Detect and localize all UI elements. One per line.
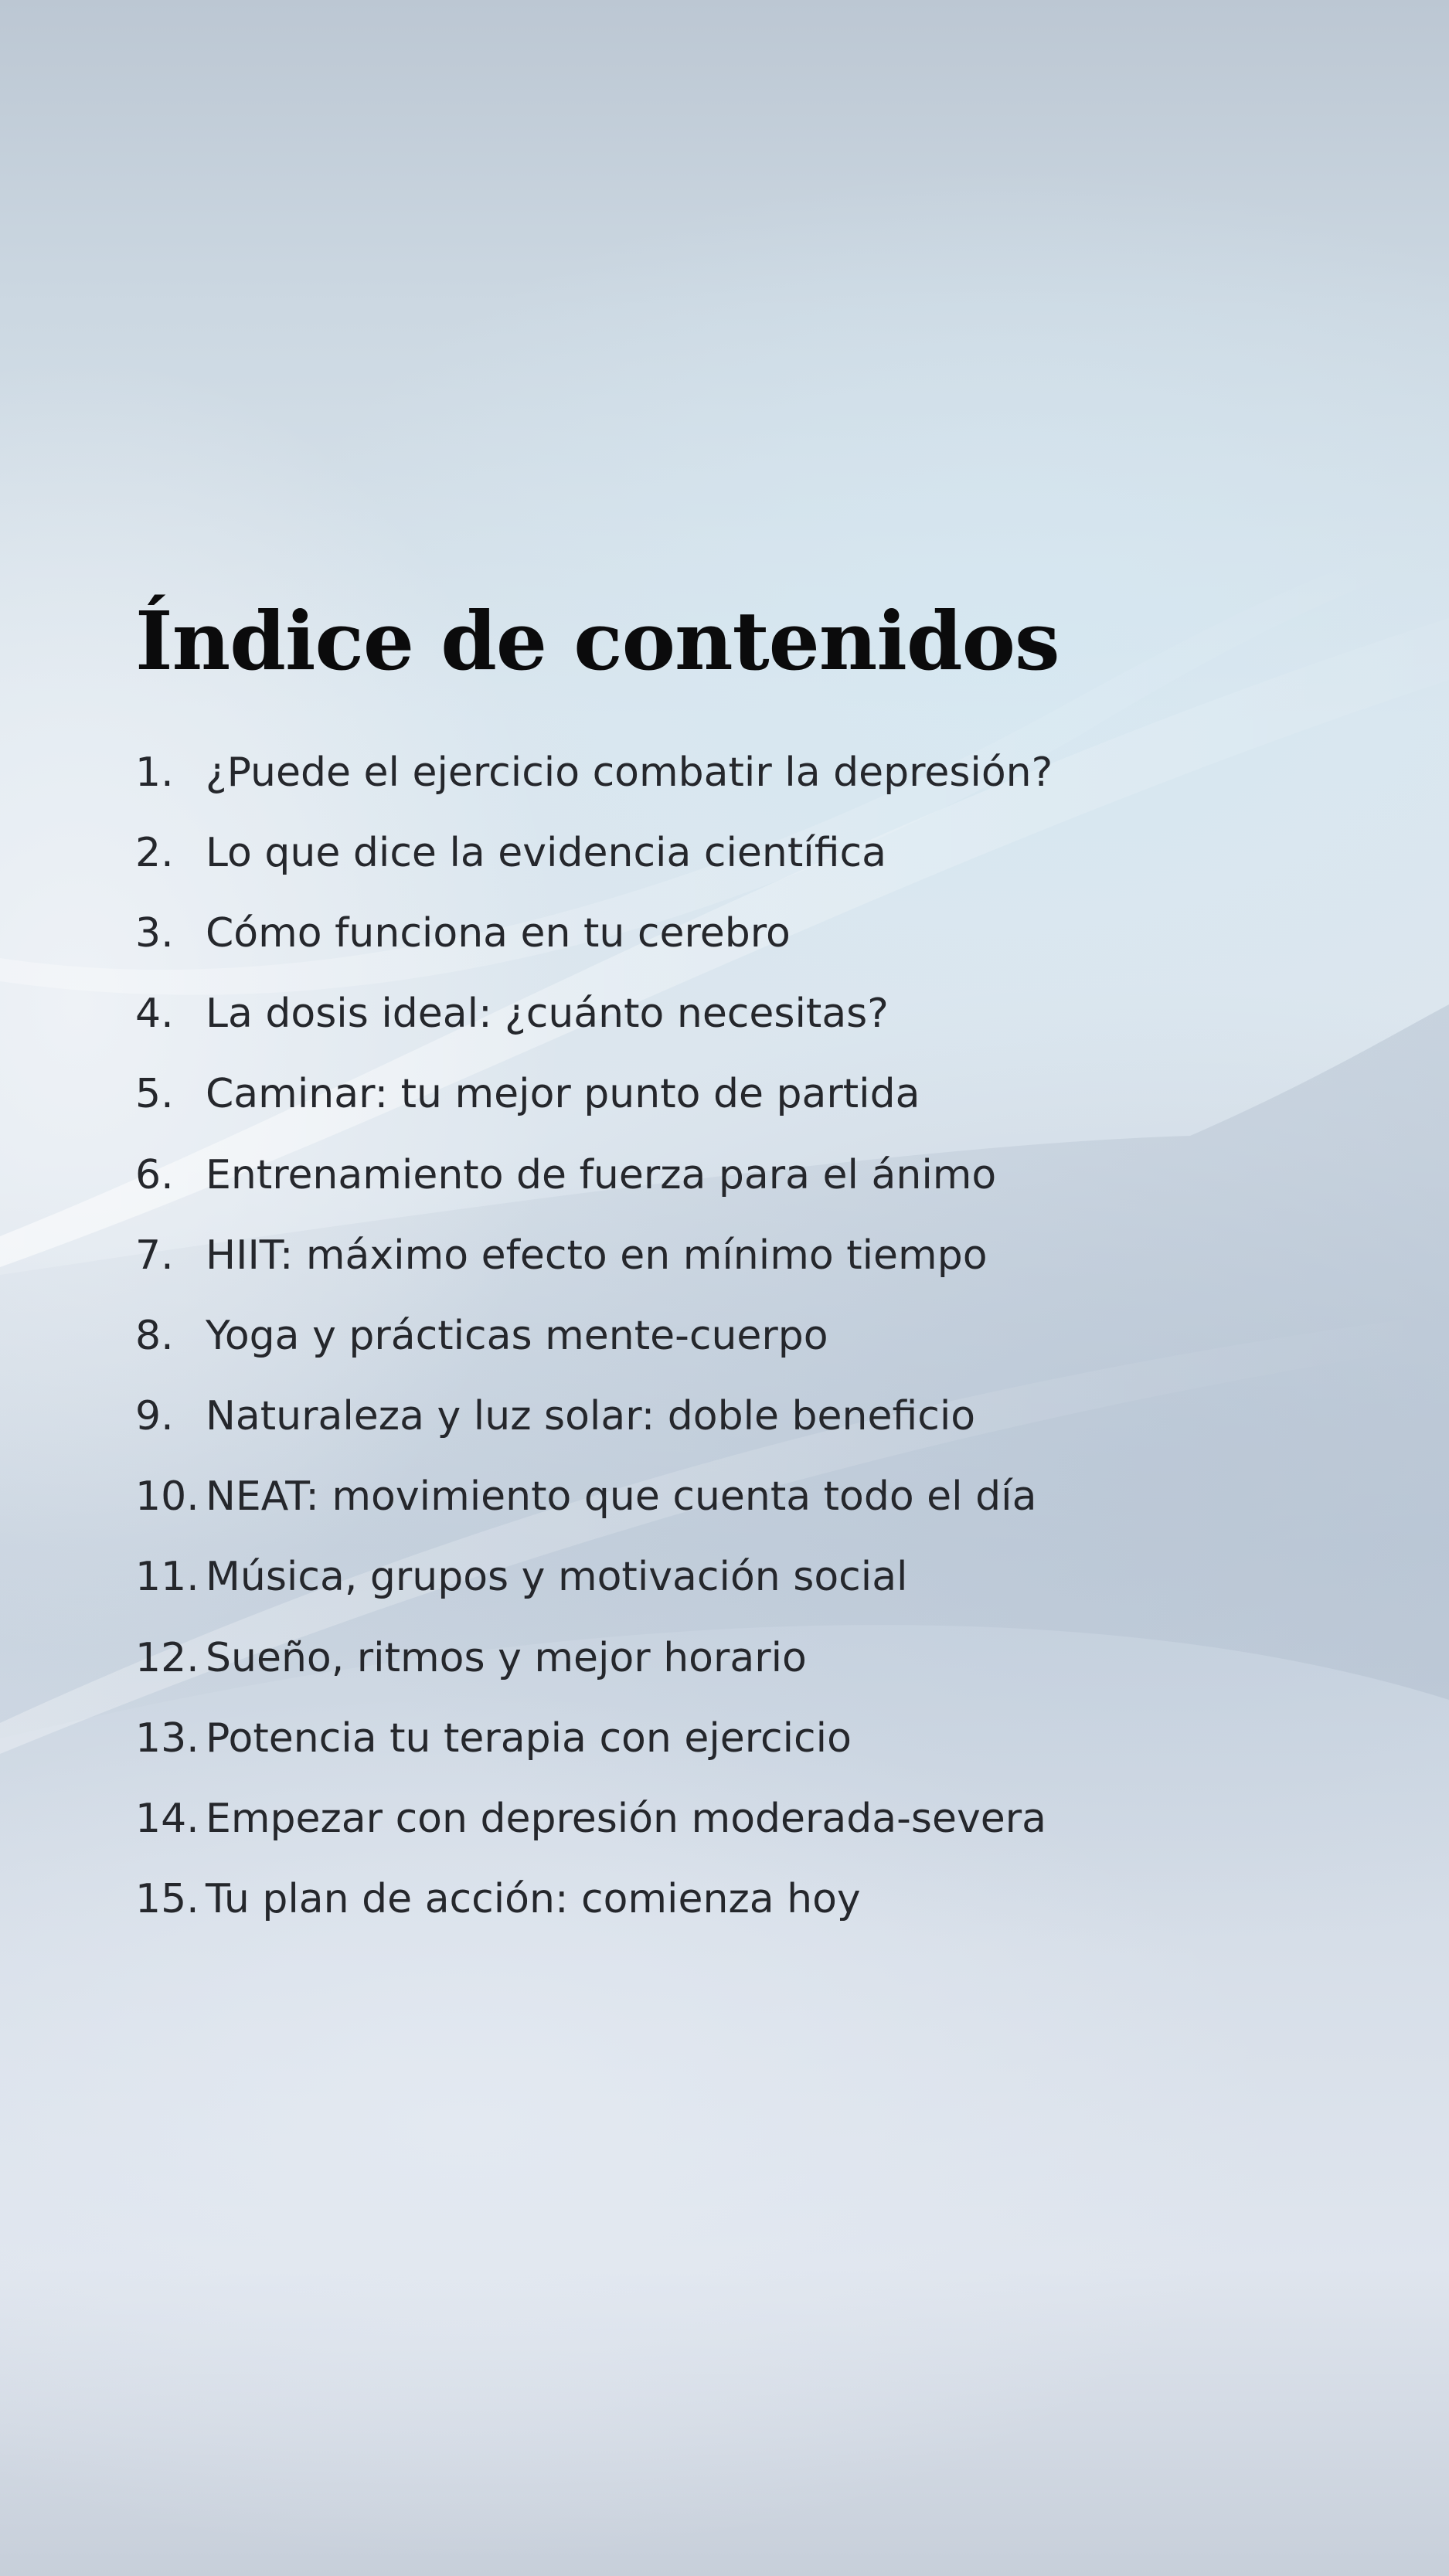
toc-item-number: 15.: [135, 1876, 199, 1923]
toc-item-9: [135, 1393, 1333, 1473]
toc-item-2: [135, 830, 1333, 910]
toc-item-number: 5.: [135, 1071, 174, 1118]
toc-item-number: 13.: [135, 1715, 199, 1762]
toc-item-label: Sueño, ritmos y mejor horario: [206, 1634, 807, 1681]
toc-item-label: ¿Puede el ejercicio combatir la depresión?: [206, 749, 1053, 796]
toc-list: [135, 749, 1333, 1957]
toc-item-7: [135, 1232, 1333, 1313]
toc-item-label: Naturaleza y luz solar: doble beneficio: [206, 1393, 976, 1440]
toc-item-number: 7.: [135, 1232, 174, 1279]
toc-item-number: 8.: [135, 1312, 174, 1359]
toc-item-label: Música, grupos y motivación social: [206, 1554, 908, 1601]
table-of-contents-page: [135, 595, 1333, 1956]
toc-item-label: HIIT: máximo efecto en mínimo tiempo: [206, 1232, 988, 1279]
toc-item-number: 1.: [135, 749, 174, 796]
toc-item-14: [135, 1796, 1333, 1876]
toc-item-15: [135, 1876, 1333, 1956]
toc-item-3: [135, 910, 1333, 991]
toc-item-12: [135, 1635, 1333, 1715]
toc-item-6: [135, 1152, 1333, 1232]
toc-item-8: [135, 1313, 1333, 1393]
toc-item-5: [135, 1071, 1333, 1151]
toc-item-number: 14.: [135, 1796, 199, 1843]
page-title: Índice de contenidos: [135, 593, 1060, 688]
toc-item-number: 3.: [135, 909, 174, 957]
toc-item-label: Lo que dice la evidencia científica: [206, 829, 886, 876]
toc-item-1: [135, 749, 1333, 830]
toc-item-number: 4.: [135, 991, 174, 1038]
toc-item-13: [135, 1715, 1333, 1796]
toc-item-number: 6.: [135, 1151, 174, 1198]
toc-item-label: La dosis ideal: ¿cuánto necesitas?: [206, 991, 889, 1038]
toc-item-number: 12.: [135, 1634, 199, 1681]
toc-item-10: [135, 1473, 1333, 1554]
toc-item-label: Tu plan de acción: comienza hoy: [206, 1876, 861, 1923]
toc-item-11: [135, 1554, 1333, 1634]
toc-item-label: Potencia tu terapia con ejercicio: [206, 1715, 852, 1762]
toc-item-4: [135, 991, 1333, 1071]
toc-item-number: 11.: [135, 1554, 199, 1601]
toc-item-label: Cómo funciona en tu cerebro: [206, 909, 791, 957]
toc-item-label: NEAT: movimiento que cuenta todo el día: [206, 1473, 1037, 1521]
toc-item-number: 9.: [135, 1393, 174, 1440]
toc-item-number: 10.: [135, 1473, 199, 1521]
toc-item-label: Yoga y prácticas mente-cuerpo: [206, 1312, 828, 1359]
toc-item-label: Entrenamiento de fuerza para el ánimo: [206, 1151, 997, 1198]
toc-item-label: Empezar con depresión moderada-severa: [206, 1796, 1046, 1843]
toc-item-label: Caminar: tu mejor punto de partida: [206, 1071, 920, 1118]
toc-item-number: 2.: [135, 829, 174, 876]
